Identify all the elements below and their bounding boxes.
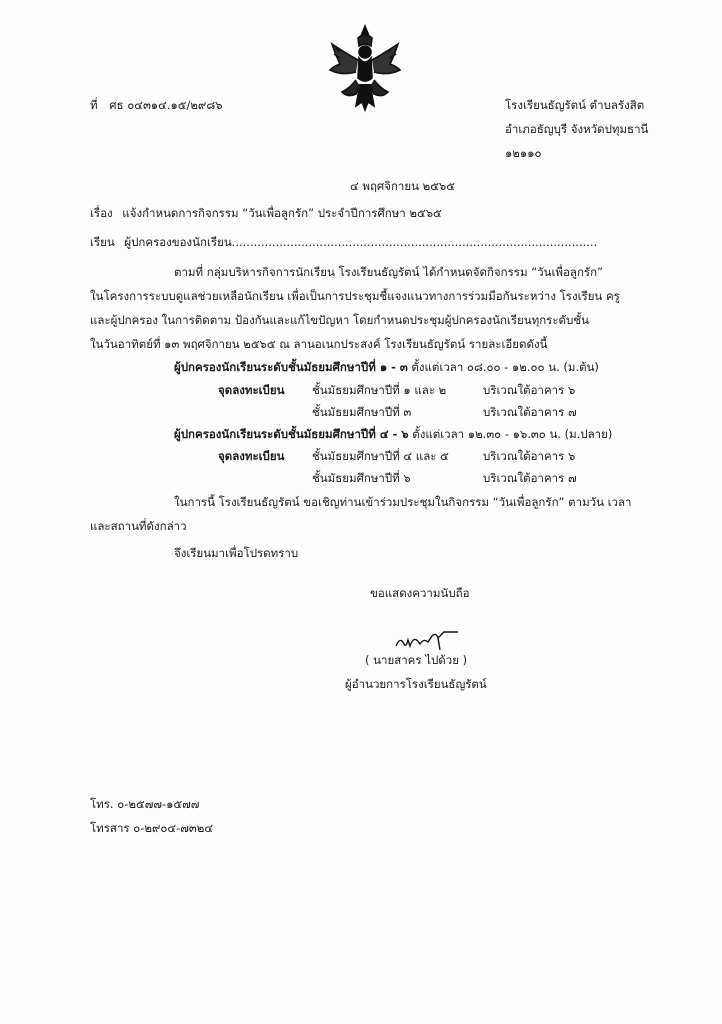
handwritten-signature	[392, 626, 462, 654]
contact-phone: โทร. ๐-๒๕๗๗-๑๕๗๗	[90, 797, 200, 811]
body-p1-line2: ในโครงการระบบดูแลช่วยเหลือนักเรียน เพื่อเป็นการประชุมชี้แจงแนวทางการร่วมมือกันระหว่าง โรงเรียน ครู	[90, 289, 620, 303]
body-p1-line1: ตามที่ กลุ่มบริหารกิจการนักเรียน โรงเรียนธัญรัตน์ ได้กำหนดจัดกิจกรรม “วันเพื่อลูกรัก”	[174, 265, 604, 279]
upper-row1-place: บริเวณใต้อาคาร ๖	[483, 449, 576, 463]
body-p2-line1: ในการนี้ โรงเรียนธัญรัตน์ ขอเชิญท่านเข้าร่วมประชุมในกิจกรรม “วันเพื่อลูกรัก” ตามวัน เวลา	[174, 495, 632, 509]
upper-row2-grade: ชั้นมัธยมศึกษาปีที่ ๖	[312, 471, 411, 485]
lower-time-text: ตั้งแต่เวลา ๐๘.๐๐ - ๑๒.๐๐ น. (ม.ต้น)	[407, 360, 599, 374]
ref-number: ศธ ๐๔๓๑๔.๑๕/๒๙๘๖	[109, 98, 223, 112]
school-address-line1: โรงเรียนธัญรัตน์ ตำบลรังสิต	[505, 98, 645, 112]
salutation-line	[90, 234, 597, 252]
signatory-name: ( นายสาคร ไปด้วย )	[365, 653, 468, 667]
lower-registration-label: จุดลงทะเบียน	[218, 383, 285, 397]
body-p1-line3: และผู้ปกครอง ในการติดตาม ป้องกันและแก้ไขปัญหา โดยกำหนดประชุมผู้ปกครองนักเรียนทุกระดับชั้น	[90, 313, 589, 327]
school-address-line2: อำเภอธัญบุรี จังหวัดปทุมธานี	[505, 122, 649, 136]
subject-label: เรื่อง	[90, 206, 113, 220]
salutation-label: เรียน	[90, 235, 115, 249]
body-p1-line4: ในวันอาทิตย์ที่ ๑๓ พฤศจิกายน ๒๕๖๕ ณ ลานอเนกประสงค์ โรงเรียนธัญรัตน์ รายละเอียดดังนี้	[90, 337, 548, 351]
subject-line	[90, 205, 442, 223]
salutation-text: ผู้ปกครองของนักเรียน....................................................................................................	[124, 235, 598, 249]
upper-row2-place: บริเวณใต้อาคาร ๗	[483, 471, 577, 485]
garuda-emblem-icon	[326, 22, 404, 114]
ref-label: ที่	[90, 98, 98, 112]
body-p2-line2: และสถานที่ดังกล่าว	[90, 519, 187, 533]
lower-row1-place: บริเวณใต้อาคาร ๖	[483, 383, 576, 397]
subject-text: แจ้งกำหนดการกิจกรรม “วันเพื่อลูกรัก” ประจำปีการศึกษา ๒๕๖๕	[122, 206, 442, 220]
school-postal-code: ๑๒๑๑๐	[505, 146, 542, 160]
lower-row2-place: บริเวณใต้อาคาร ๗	[483, 405, 577, 419]
letter-date: ๔ พฤศจิกายน ๒๕๖๕	[350, 179, 455, 193]
upper-secondary-heading	[174, 426, 612, 444]
upper-registration-label: จุดลงทะเบียน	[218, 449, 285, 463]
upper-time-text: ตั้งแต่เวลา ๑๒.๓๐ - ๑๖.๓๐ น. (ม.ปลาย)	[408, 427, 613, 441]
closing-request: จึงเรียนมาเพื่อโปรดทราบ	[174, 546, 299, 560]
upper-heading-text: ผู้ปกครองนักเรียนระดับชั้นมัธยมศึกษาปีที่ ๔ - ๖	[174, 427, 409, 441]
closing-salutation: ขอแสดงความนับถือ	[370, 586, 470, 600]
lower-heading-text: ผู้ปกครองนักเรียนระดับชั้นมัธยมศึกษาปีที่ ๑ - ๓	[174, 360, 408, 374]
upper-row1-grade: ชั้นมัธยมศึกษาปีที่ ๔ และ ๕	[312, 449, 449, 463]
lower-row2-grade: ชั้นมัธยมศึกษาปีที่ ๓	[312, 405, 412, 419]
reference-line	[90, 97, 223, 115]
signatory-position: ผู้อำนวยการโรงเรียนธัญรัตน์	[345, 677, 487, 691]
lower-secondary-heading	[174, 359, 599, 377]
lower-row1-grade: ชั้นมัธยมศึกษาปีที่ ๑ และ ๒	[312, 383, 447, 397]
contact-fax: โทรสาร ๐-๒๙๐๔-๗๓๒๔	[90, 821, 214, 835]
